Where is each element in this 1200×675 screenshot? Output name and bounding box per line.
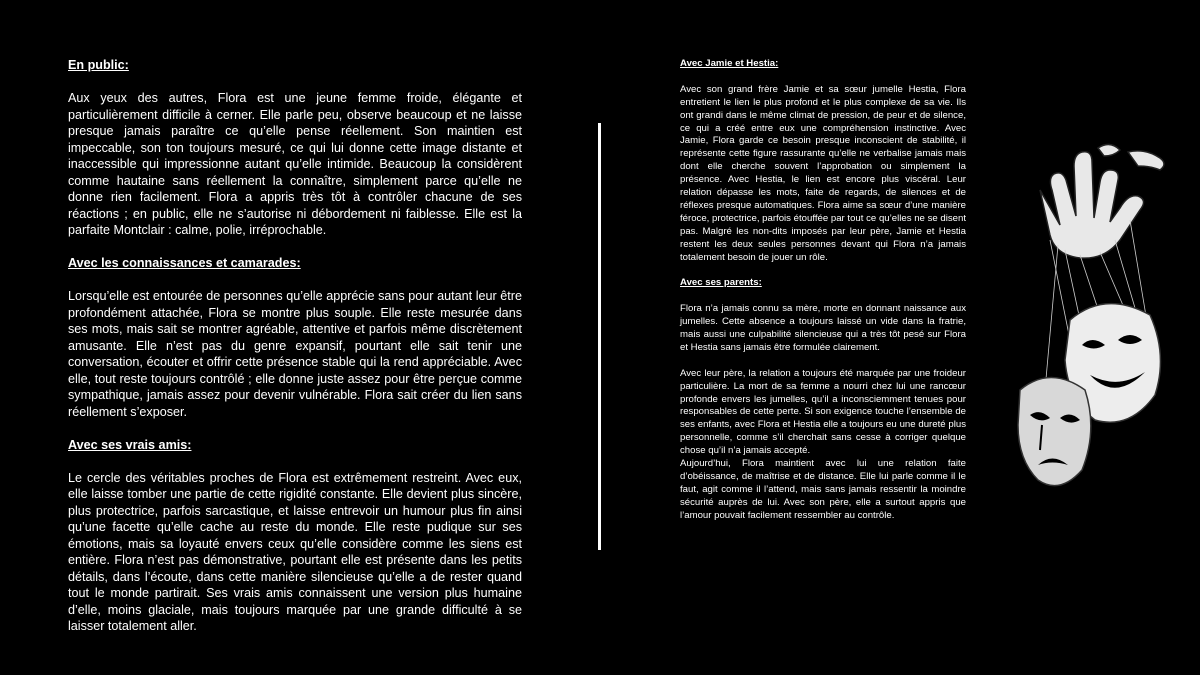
puppeteer-hand-theatre-masks-icon [1010, 140, 1175, 500]
section-heading-acquaintances: Avec les connaissances et camarades: [68, 256, 301, 270]
father-text-1: Avec leur père, la relation a toujours été marquée par une froideur particulière. La mort de sa femme a nourri chez lui une rancœur profonde envers les jumelles, qu’il a inconsciemment tenues pour responsables de cette perte. Si son exigence touche l’ensemble de ses enfants, avec Flora et Hestia elle a toujours eu une dureté plus personnelle, comme s’il cherchait sans cesse à corriger quelque chose qu’il n’a jamais accepté. [680, 367, 966, 457]
section-heading-public: En public: [68, 58, 129, 72]
section-text-jamie-hestia: Avec son grand frère Jamie et sa sœur jumelle Hestia, Flora entretient le lien le plus profond et le plus complexe de sa vie. Ils ont grandi dans le même climat de pression, de peur et de silence, ce qui a créé entre eux une compréhension instinctive. Avec Jamie, Flora garde ce besoin presque inconscient de stabilité, il représente cette figure rassurante qu’elle ne verbalise jamais mais dont elle cherche souvent l’approbation ou simplement la présence. Avec Hestia, le lien est encore plus viscéral. Leur relation dépasse les mots, faite de regards, de silences et de réflexes presque automatiques. Flora aime sa sœur d’une manière féroce, protectrice, parfois étouffée par tout ce qu’elles ne se disent pas. Malgré les non-dits imposés par leur père, Jamie et Hestia restent les deux seules personnes devant qui Flora n’a jamais totalement besoin de jouer un rôle. [680, 83, 966, 263]
section-text-acquaintances: Lorsqu’elle est entourée de personnes qu’elle apprécie sans pour autant leur être profondément attachée, Flora se montre plus souple. Elle reste mesurée dans ses mots, mais sait se montrer agréable, attentive et parfois même discrètement amusante. Elle n’est pas du genre expansif, pourtant elle sait tenir une conversation, écouter et offrir cette présence stable qui la rend appréciable. Avec elle, tout reste toujours contrôlé ; elle donne juste assez pour être perçue comme sympathique, jamais assez pour devenir vulnérable. Flora sait créer du lien sans réellement s’exposer. [68, 289, 522, 419]
section-text-parents-mother: Flora n’a jamais connu sa mère, morte en donnant naissance aux jumelles. Cette absence a toujours laissé un vide dans la fratrie, mais aussi une culpabilité silencieuse qui a très tôt pesé sur Flora et Hestia sans jamais être formulée clairement. [680, 303, 966, 353]
left-column [68, 57, 522, 651]
section-heading-jamie-hestia: Avec Jamie et Hestia: [680, 58, 779, 69]
right-column [680, 58, 966, 523]
section-text-parents-father [680, 368, 966, 523]
section-text-public: Aux yeux des autres, Flora est une jeune femme froide, élégante et particulièrement difficile à cerner. Elle parle peu, observe beaucoup et ne laisse presque jamais paraître ce qu’elle pense réellement. Son maintien est impeccable, son ton toujours mesuré, ce qui lui donne cette image distante et inaccessible qui impressionne autant qu’elle intimide. Beaucoup la considèrent comme hautaine sans réellement la connaître, simplement parce qu’elle ne donne rien facilement. Flora a appris très tôt à contrôler chacune de ses réactions ; en public, elle ne s’autorise ni débordement ni faiblesse. Elle est la parfaite Montclair : calme, polie, irréprochable. [68, 91, 522, 237]
section-heading-parents: Avec ses parents: [680, 277, 762, 289]
section-text-true-friends: Le cercle des véritables proches de Flora est extrêmement restreint. Avec eux, elle laisse tomber une partie de cette rigidité constante. Elle devient plus sincère, plus protectrice, parfois sarcastique, et laisse entrevoir un humour plus fin ainsi qu’une facette qu’elle cache au reste du monde. Elle reste pudique sur ses émotions, mais sa loyauté envers ceux qu’elle considère comme les siens est entière. Flora n’est pas démonstrative, pourtant elle est présente dans les petits détails, dans l’écoute, dans cette manière silencieuse qu’elle a de rester quand tout le monde partirait. Ses vrais amis connaissent une version plus humaine d’elle, moins glaciale, mais toujours marquée par une grande difficulté à se laisser totalement aller. [68, 470, 522, 633]
section-heading-true-friends: Avec ses vrais amis: [68, 437, 192, 452]
father-text-2: Aujourd’hui, Flora maintient avec lui une relation faite d’obéissance, de maîtrise et de distance. Elle lui parle comme il le faut, agit comme il l’attend, mais sans jamais ressentir la moindre sécurité auprès de lui. Avec son père, elle a surtout appris que l’amour pouvait facilement ressembler au contrôle. [680, 458, 966, 521]
vertical-divider [598, 123, 601, 550]
